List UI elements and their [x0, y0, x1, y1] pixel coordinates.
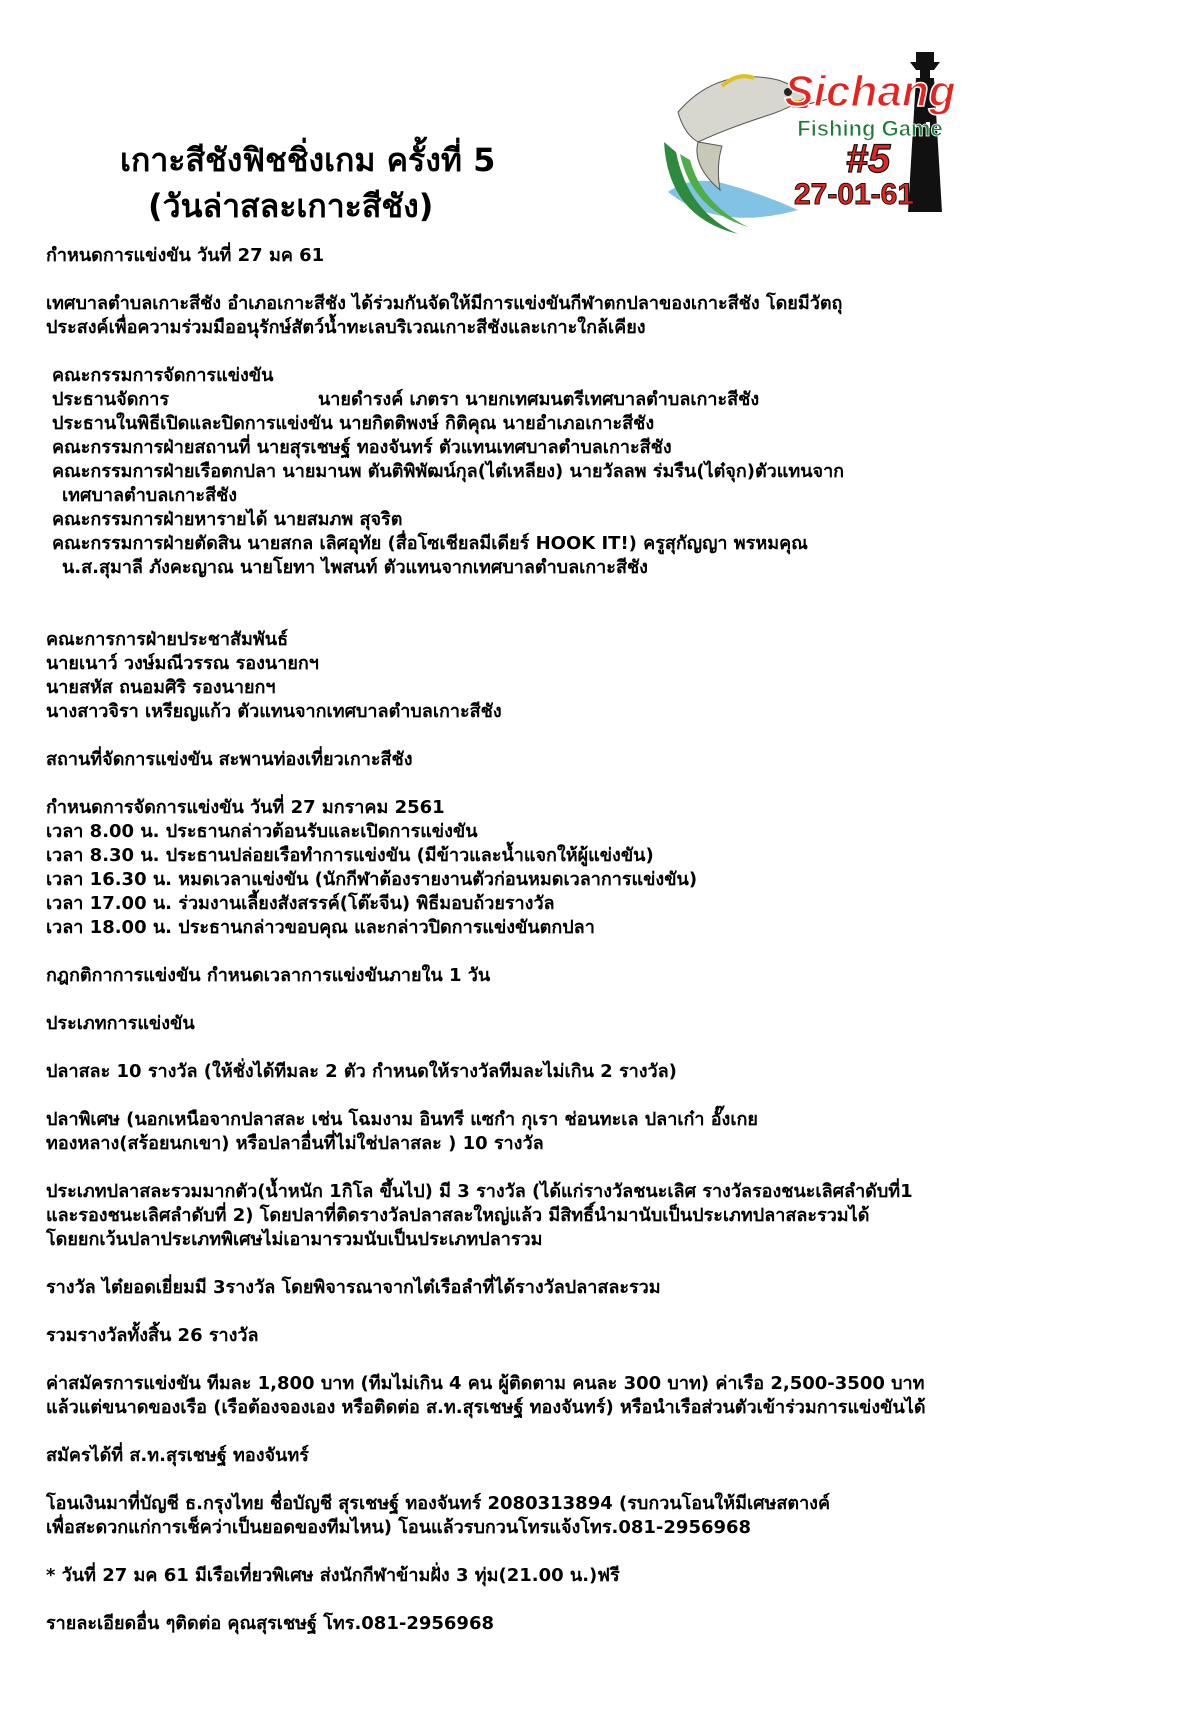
logo-subtitle-text: Fishing Game	[797, 116, 943, 141]
committee-line-2: ประธานในพิธีเปิดและปิดการแข่งขัน นายกิตติพงษ์ กิติคุณ นายอำเภอเกาะสีชัง	[52, 413, 655, 434]
committee-chair-value: นายดำรงค์ เภตรา นายกเทศมนตรีเทศบาลตำบลเกาะสีชัง	[318, 389, 760, 410]
award-total: รวมรางวัลทั้งสิ้น 26 รางวัล	[46, 1325, 259, 1346]
pr-line-3: นางสาวจิรา เหรียญแก้ว ตัวแทนจากเทศบาลตำบลเกาะสีชัง	[46, 701, 502, 722]
rules: กฎกติกาการแข่งขัน กำหนดเวลาการแข่งขันภายใน 1 วัน	[46, 965, 491, 986]
category-1: ปลาสละ 10 รางวัล (ให้ชั่งได้ทีมละ 2 ตัว กำหนดให้รางวัลทีมละไม่เกิน 2 รางวัล)	[46, 1061, 677, 1082]
award-best-captain: รางวัล ไต๋ยอดเยี่ยมมี 3รางวัล โดยพิจารณาจากไต๋เรือลำที่ได้รางวัลปลาสละรวม	[46, 1277, 661, 1298]
committee-line-6a: คณะกรรมการฝ่ายตัดสิน นายสกล เลิศอุทัย (สื่อโซเชียลมีเดียร์ HOOK IT!) ครูสุกัญญา พรหมคุณ	[52, 533, 808, 554]
special-boat-note: * วันที่ 27 มค 61 มีเรือเที่ยวพิเศษ ส่งนักกีฬาข้ามฝั่ง 3 ทุ่ม(21.00 น.)ฟรี	[46, 1565, 620, 1586]
document-title-line2: (วันล่าสละเกาะสีชัง)	[148, 187, 434, 225]
pr-line-2: นายสหัส ถนอมศิริ รองนายกฯ	[46, 677, 276, 698]
category-header: ประเภทการแข่งขัน	[46, 1013, 195, 1034]
category-2-line-1: ปลาพิเศษ (นอกเหนือจากปลาสละ เช่น โฉมงาม อินทรี แซกำ กุเรา ช่อนทะเล ปลาเก๋า อั๊งเกย	[46, 1109, 758, 1130]
intro-line-1: เทศบาลตำบลเกาะสีชัง อำเภอเกาะสีชัง ได้ร่วมกันจัดให้มีการแข่งขันกีฬาตกปลาของเกาะสีชัง โดยมีวัตถุ	[46, 293, 843, 314]
logo-brand-text: Sichang	[784, 67, 956, 116]
logo-edition-text: #5	[845, 137, 891, 181]
category-3-line-2: และรองชนะเลิศลำดับที่ 2) โดยปลาที่ติดรางวัลปลาสละใหญ่แล้ว มีสิทธิ์นำมานับเป็นประเภทปลาสละรวมได้	[46, 1205, 870, 1226]
sichang-fishing-game-logo	[658, 42, 958, 242]
schedule-item: เวลา 17.00 น. ร่วมงานเลี้ยงสังสรรค์(โต๊ะจีน) พิธีมอบถ้วยรางวัล	[46, 893, 555, 914]
contact-info: รายละเอียดอื่น ๆติดต่อ คุณสุรเชษฐ์ โทร.081-2956968	[46, 1613, 494, 1634]
fee-line-2: แล้วแต่ขนาดของเรือ (เรือต้องจองเอง หรือติดต่อ ส.ท.สุรเชษฐ์ ทองจันทร์) หรือนำเรือส่วนตัวเข้าร่วมการแข่งขันได้	[46, 1397, 926, 1418]
logo-date-text: 27-01-61	[793, 178, 915, 211]
document-title-line1: เกาะสีชังฟิชชิ่งเกม ครั้งที่ 5	[120, 141, 496, 179]
committee-chair	[46, 388, 1186, 412]
competition-date: กำหนดการแข่งขัน วันที่ 27 มค 61	[46, 245, 325, 266]
category-3-line-1: ประเภทปลาสละรวมมากตัว(น้ำหนัก 1กิโล ขึ้นไป) มี 3 รางวัล (ได้แก่รางวัลชนะเลิศ รางวัลรองชนะเลิศลำดับที่1	[46, 1181, 913, 1202]
intro-line-2: ประสงค์เพื่อความร่วมมืออนุรักษ์สัตว์น้ำทะเลบริเวณเกาะสีชังและเกาะใกล้เคียง	[46, 317, 646, 338]
committee-line-5: คณะกรรมการฝ่ายหารายได้ นายสมภพ สุจริต	[52, 509, 403, 530]
pr-line-1: นายเนาว์ วงษ์มณีวรรณ รองนายกฯ	[46, 653, 319, 674]
committee-line-6b: น.ส.สุมาลี ภังคะญาณ นายโยทา ไพสนท์ ตัวแทนจากเทศบาลตำบลเกาะสีชัง	[62, 557, 648, 578]
pr-header: คณะการการฝ่ายประชาสัมพันธ์	[46, 629, 289, 650]
schedule-header: กำหนดการจัดการแข่งขัน วันที่ 27 มกราคม 2561	[46, 797, 445, 818]
schedule-item: เวลา 16.30 น. หมดเวลาแข่งขัน (นักกีฬาต้องรายงานตัวก่อนหมดเวลาการแข่งขัน)	[46, 869, 698, 890]
schedule-item: เวลา 8.00 น. ประธานกล่าวต้อนรับและเปิดการแข่งขัน	[46, 821, 478, 842]
committee-line-4a: คณะกรรมการฝ่ายเรือตกปลา นายมานพ ตันติพิพัฒน์กุล(ไต๋เหลียง) นายวัลลพ ร่มรืน(ไต๋จุก)ตัวแทนจาก	[52, 461, 845, 482]
schedule-item: เวลา 8.30 น. ประธานปล่อยเรือทำการแข่งขัน (มีข้าวและน้ำแจกให้ผู้แข่งขัน)	[46, 845, 654, 866]
committee-line-3: คณะกรรมการฝ่ายสถานที่ นายสุรเชษฐ์ ทองจันทร์ ตัวแทนเทศบาลตำบลเกาะสีชัง	[52, 437, 672, 458]
category-3-line-3: โดยยกเว้นปลาประเภทพิเศษไม่เอามารวมนับเป็นประเภทปลารวม	[46, 1229, 543, 1250]
committee-chair-label: ประธานจัดการ	[52, 389, 170, 410]
venue: สถานที่จัดการแข่งขัน สะพานท่องเที่ยวเกาะสีชัง	[46, 749, 413, 770]
registration: สมัครได้ที่ ส.ท.สุรเชษฐ์ ทองจันทร์	[46, 1445, 309, 1466]
fee-line-1: ค่าสมัครการแข่งขัน ทีมละ 1,800 บาท (ทีมไม่เกิน 4 คน ผู้ติดตาม คนละ 300 บาท) ค่าเรือ 2,500-3500 บาท	[46, 1373, 925, 1394]
payment-line-1: โอนเงินมาที่บัญชี ธ.กรุงไทย ชื่อบัญชี สุรเชษฐ์ ทองจันทร์ 2080313894 (รบกวนโอนให้มีเศษสตางค์	[46, 1493, 831, 1514]
committee-header: คณะกรรมการจัดการแข่งขัน	[52, 365, 274, 386]
schedule-item: เวลา 18.00 น. ประธานกล่าวขอบคุณ และกล่าวปิดการแข่งขันตกปลา	[46, 917, 595, 938]
document-body	[46, 244, 1186, 1636]
committee-line-4b: เทศบาลตำบลเกาะสีชัง	[62, 485, 238, 506]
payment-line-2: เพื่อสะดวกแก่การเช็คว่าเป็นยอดของทีมไหน) โอนแล้วรบกวนโทรแจ้งโทร.081-2956968	[46, 1517, 752, 1538]
category-2-line-2: ทองหลาง(สร้อยนกเขา) หรือปลาอื่นที่ไม่ใช่ปลาสละ ) 10 รางวัล	[46, 1133, 544, 1154]
